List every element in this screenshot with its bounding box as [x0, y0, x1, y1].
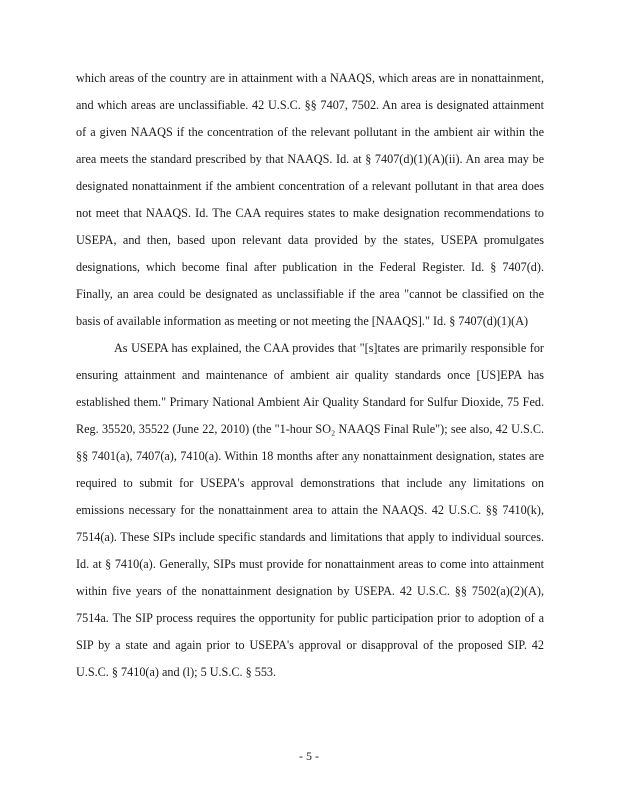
text-line-3: of a given NAAQS if the concentration of the relevant pollutant in the ambient air within the — [76, 125, 544, 139]
text-line-21: 7514a. The SIP process requires the opportunity for public participation prior to adoption of a — [76, 611, 544, 625]
text-line-20: within five years of the nonattainment designation by USEPA. 42 U.S.C. §§ 7502(a)(2)(A), — [76, 584, 544, 598]
text-line-10: basis of available information as meeting or not meeting the [NAAQS]." Id. § 7407(d)(1)(A) — [76, 314, 529, 328]
text-line-2: and which areas are unclassifiable. 42 U.S.C. §§ 7407, 7502. An area is designated attainment — [76, 98, 544, 112]
text-line-11: As USEPA has explained, the CAA provides that "[s]tates are primarily responsible for — [114, 341, 544, 355]
page-number: - 5 - — [299, 749, 319, 763]
text-line-22: SIP by a state and again prior to USEPA's approval or disapproval of the proposed SIP. 42 — [76, 638, 544, 652]
text-line-13: established them." Primary National Ambient Air Quality Standard for Sulfur Dioxide, 75 Fed. — [76, 395, 544, 409]
text-line-9: Finally, an area could be designated as unclassifiable if the area "cannot be classified on the — [76, 287, 544, 301]
text-line-14: Reg. 35520, 35522 (June 22, 2010) (the "1-hour SO₂ NAAQS Final Rule"); see also, 42 U.S.C. — [76, 422, 544, 436]
text-line-4: area meets the standard prescribed by that NAAQS. Id. at § 7407(d)(1)(A)(ii). An area may be — [76, 152, 544, 166]
text-line-23: U.S.C. § 7410(a) and (l); 5 U.S.C. § 553. — [76, 665, 277, 679]
text-line-5: designated nonattainment if the ambient concentration of a relevant pollutant in that area does — [76, 179, 544, 193]
text-line-17: emissions necessary for the nonattainment area to attain the NAAQS. 42 U.S.C. §§ 7410(k), — [76, 503, 544, 517]
text-line-1: which areas of the country are in attainment with a NAAQS, which areas are in nonattainment, — [76, 71, 544, 85]
text-line-18: 7514(a). These SIPs include specific standards and limitations that apply to individual sources. — [76, 530, 544, 544]
text-line-16: required to submit for USEPA's approval demonstrations that include any limitations on — [76, 476, 544, 490]
text-line-7: USEPA, and then, based upon relevant data provided by the states, USEPA promulgates — [76, 233, 544, 247]
text-line-15: §§ 7401(a), 7407(a), 7410(a). Within 18 months after any nonattainment designation, states are — [76, 449, 544, 463]
text-line-8: designations, which become final after publication in the Federal Register. Id. § 7407(d). — [76, 260, 544, 274]
text-line-19: Id. at § 7410(a). Generally, SIPs must provide for nonattainment areas to come into attainment — [76, 557, 544, 571]
text-line-6: not meet that NAAQS. Id. The CAA requires states to make designation recommendations to — [76, 206, 544, 220]
text-line-12: ensuring attainment and maintenance of ambient air quality standards once [US]EPA has — [76, 368, 544, 382]
